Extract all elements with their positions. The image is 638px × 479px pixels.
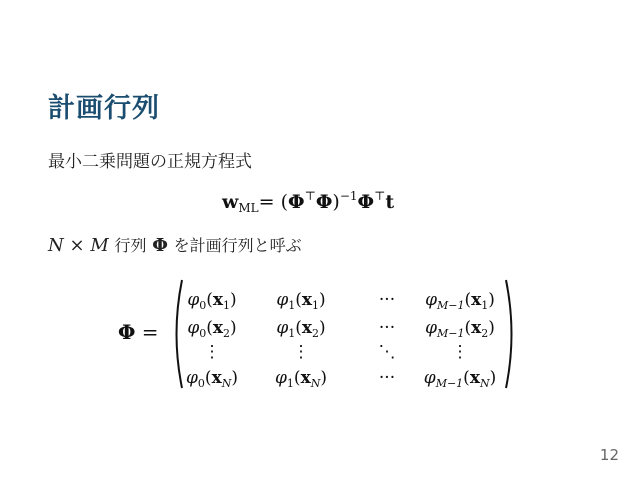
matrix-cell-r0-c2: ···: [378, 290, 396, 310]
symbol-phi: Φ: [152, 235, 168, 256]
text-called-design-matrix: を計画行列と呼ぶ: [173, 236, 302, 255]
matrix-lhs-equals: =: [141, 320, 159, 344]
matrix-cell-r3-c0: $\varphi_0(x_N)$: [186, 368, 238, 390]
matrix-cell-r1-c1: $\varphi_1(x_2)$: [276, 318, 326, 340]
eq-w-sub: ML: [238, 201, 259, 215]
matrix-cell-r1-c0: $\varphi_0(x_2)$: [187, 318, 237, 340]
eq-phi-1: Φ: [288, 191, 305, 213]
eq-phi-3: Φ: [357, 191, 375, 213]
normal-equation: [222, 189, 394, 215]
slide-title: 計画行列: [48, 93, 160, 124]
matrix-cell-r2-c2: ⋱: [378, 342, 396, 362]
text-matrix: 行列: [114, 236, 147, 255]
matrix-cell-r1-c3: $\varphi_{M-1}(x_2)$: [425, 318, 495, 340]
slide-subtitle: 最小二乗問題の正規方程式: [48, 152, 252, 172]
matrix-lhs-phi: Φ: [118, 320, 136, 344]
matrix-cell-r3-c1: $\varphi_1(x_N)$: [275, 368, 327, 390]
symbol-m: M: [90, 235, 109, 256]
eq-t: t: [385, 191, 395, 213]
eq-inverse: −1: [339, 189, 358, 203]
matrix-cell-r3-c2: ···: [378, 368, 396, 388]
matrix-cell-r0-c1: $\varphi_1(x_1)$: [276, 290, 326, 312]
matrix-cell-r0-c0: $\varphi_0(x_1)$: [187, 290, 237, 312]
eq-w: w: [222, 191, 239, 213]
right-paren: [506, 280, 512, 388]
matrix-cell-r2-c0: ⋮: [203, 342, 221, 362]
matrix-cell-r0-c3: $\varphi_{M-1}(x_1)$: [425, 290, 495, 312]
matrix-cell-r2-c3: ⋮: [451, 342, 469, 362]
matrix-cell-r2-c1: ⋮: [292, 342, 310, 362]
eq-top-1: ⊤: [304, 189, 316, 203]
symbol-n: N: [48, 235, 64, 256]
eq-equals-open: = (: [258, 191, 288, 213]
eq-close: ): [332, 191, 340, 213]
design-matrix: [170, 278, 522, 390]
matrix-lhs: [118, 320, 159, 344]
left-paren: [177, 280, 183, 388]
design-matrix-definition: [48, 233, 302, 256]
matrix-cell-r3-c3: $\varphi_{M-1}(x_N)$: [423, 368, 497, 390]
eq-top-2: ⊤: [374, 189, 386, 203]
symbol-times: ×: [69, 235, 85, 256]
matrix-cell-r1-c2: ···: [378, 318, 396, 338]
eq-phi-2: Φ: [315, 191, 333, 213]
page-number: 12: [599, 446, 619, 464]
